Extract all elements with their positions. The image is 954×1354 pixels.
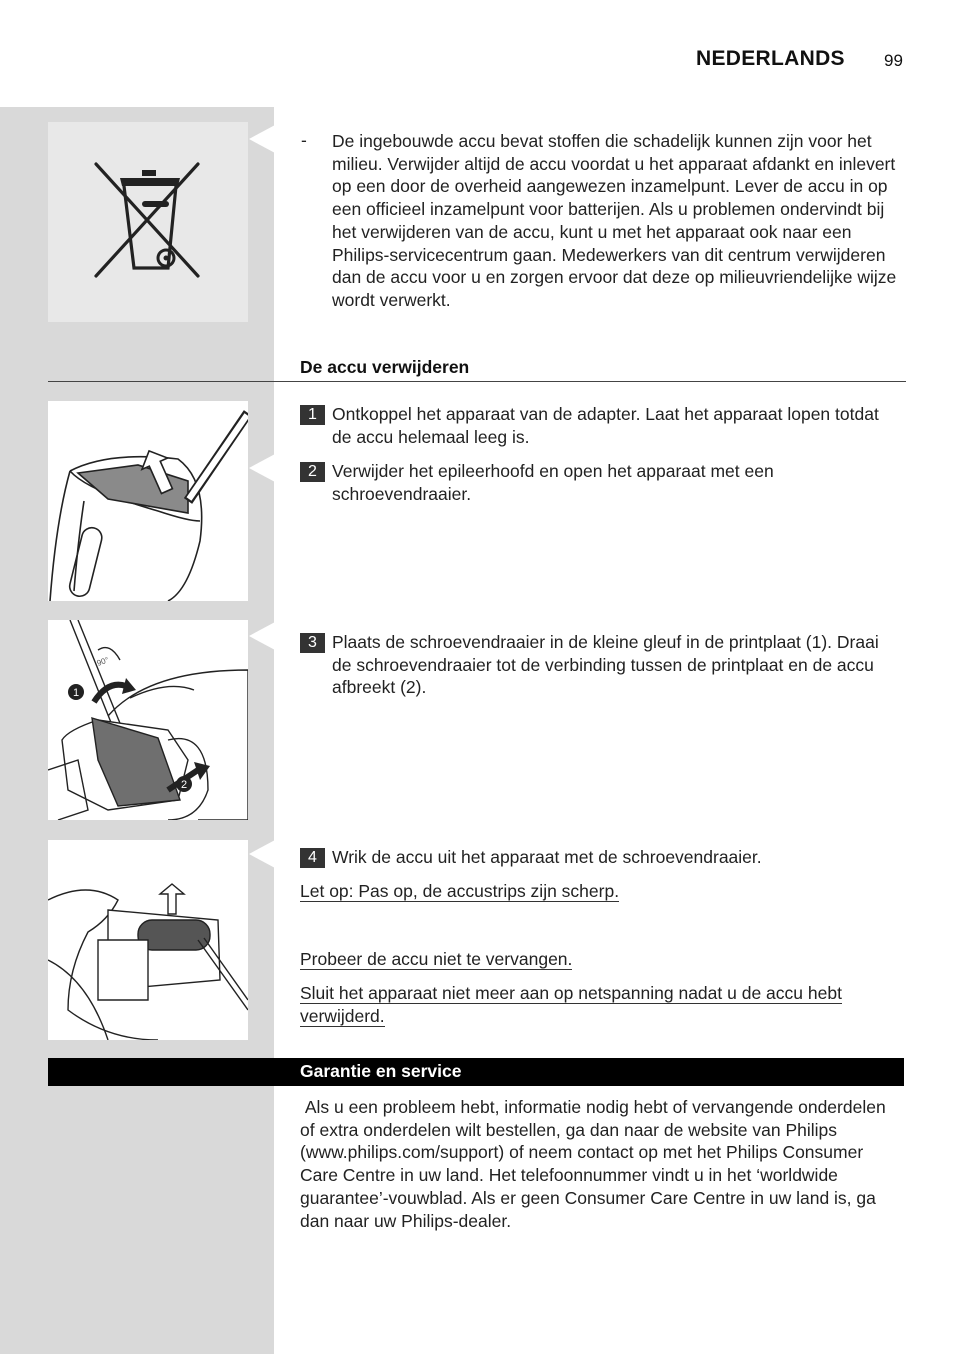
battery-removal-illustration — [48, 840, 248, 1040]
caution-note-text: Let op: Pas op, de accustrips zijn scherp. — [300, 881, 620, 901]
service-paragraph: Als u een probleem hebt, informatie nodig hebt of vervangende onderdelen of extra onderdelen wilt bestellen, ga dan naar de website van Philips (www.philips.com/support) of neem contact op met het Philips Consumer Care Centre in uw land. Het telefoonnummer vindt u in het ‘worldwide guarantee’-vouwblad. Als er geen Consumer Care Centre in uw land is, ga dan naar uw Philips-dealer. — [300, 1097, 891, 1231]
crossed-out-wheelie-bin-icon — [48, 122, 248, 322]
note — [300, 982, 890, 1027]
figure-marker-1: 1 — [72, 687, 80, 699]
step-number: 3 — [300, 633, 325, 653]
section-bar — [48, 1058, 904, 1086]
caution-note — [300, 880, 619, 903]
open-device-figure — [48, 401, 248, 601]
circuit-board-figure — [48, 620, 248, 820]
screwdriver-open-device-illustration — [48, 401, 248, 601]
note-text: Probeer de accu niet te vervangen. — [300, 949, 573, 969]
section-heading-remove-battery: De accu verwijderen — [300, 357, 470, 377]
step-text: Ontkoppel het apparaat van de adapter. Laat het apparaat lopen totdat de accu helemaal leeg is. — [332, 404, 879, 447]
page-number: 99 — [884, 51, 903, 70]
page-language-header: NEDERLANDS — [696, 47, 845, 70]
disposal-figure — [48, 122, 248, 322]
figure-marker-2: 2 — [180, 779, 188, 791]
step-number: 2 — [300, 462, 325, 482]
angle-label: 90° — [95, 655, 111, 668]
figure-pointer — [249, 125, 275, 153]
step-text: Plaats de schroevendraaier in de kleine gleuf in de printplaat (1). Draai de schroevendraaier tot de verbinding tussen de printplaat en de accu afbreekt (2). — [332, 632, 879, 698]
figure-pointer — [249, 622, 275, 650]
bullet-dash: - — [301, 130, 307, 150]
section-divider — [48, 381, 906, 382]
printed-circuit-board-illustration — [48, 620, 248, 820]
step-text: Wrik de accu uit het apparaat met de schroevendraaier. — [332, 847, 762, 867]
figure-pointer — [249, 454, 275, 482]
section-heading-warranty: Garantie en service — [300, 1061, 462, 1081]
note-text: Sluit het apparaat niet meer aan op netspanning nadat u de accu hebt verwijderd. — [300, 983, 842, 1026]
step-number: 4 — [300, 848, 325, 868]
battery-removal-figure — [48, 840, 248, 1040]
note — [300, 948, 572, 971]
disposal-paragraph: De ingebouwde accu bevat stoffen die schadelijk kunnen zijn voor het milieu. Verwijder altijd de accu voordat u het apparaat afdankt en inlevert op een door de overheid aangewezen inzamelpunt. Lever de accu in op een officieel inzamelpunt voor batterijen. Als u problemen ondervindt bij het verwijderen van de accu, kunt u met het apparaat ook naar een Philips-servicecentrum gaan. Medewerkers van dit centrum verwijderen dan de accu voor u en zorgen ervoor dat deze op milieuvriendelijke wijze wordt verwerkt. — [332, 131, 897, 310]
step-text: Verwijder het epileerhoofd en open het apparaat met een schroevendraaier. — [332, 461, 774, 504]
step-number: 1 — [300, 405, 325, 425]
figure-pointer — [249, 840, 275, 868]
